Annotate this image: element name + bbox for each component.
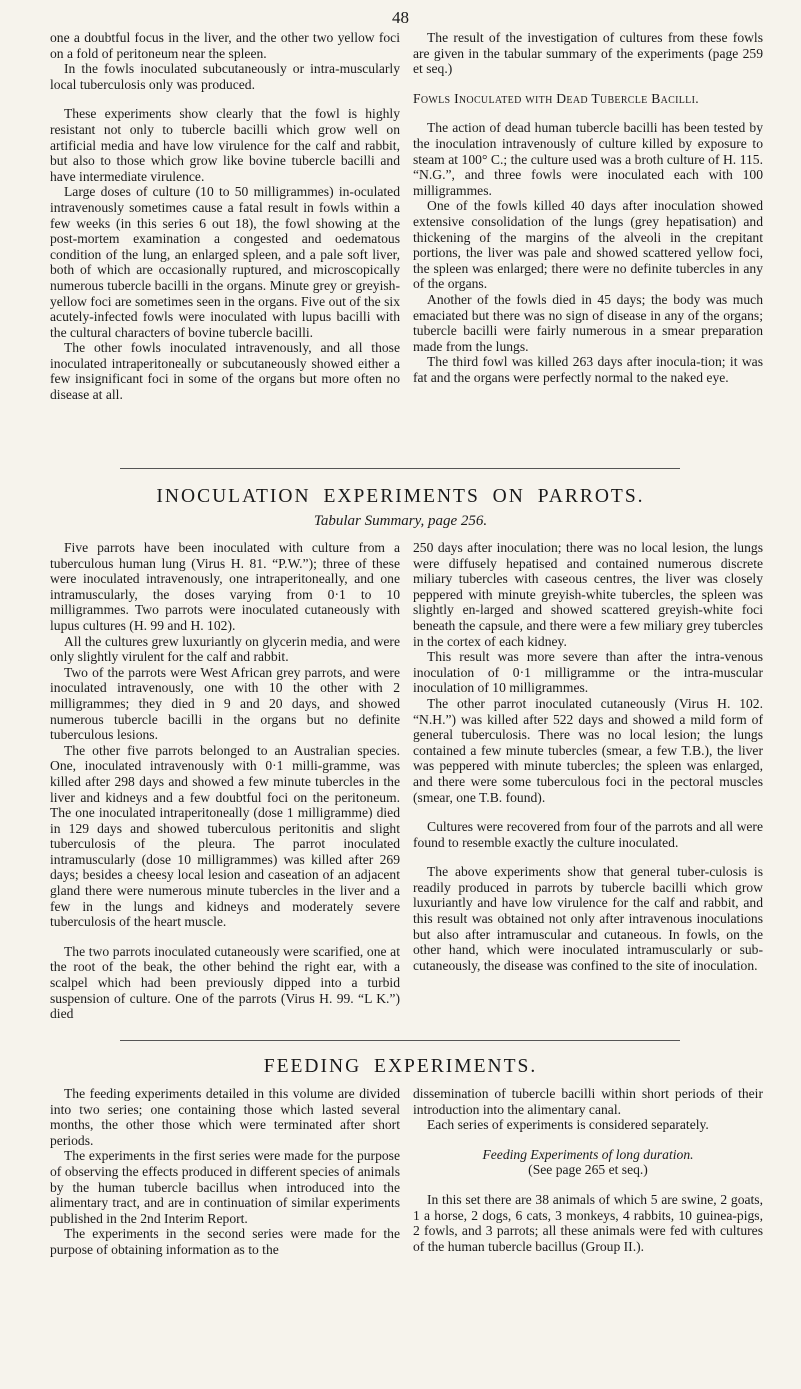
- paragraph: The other parrot inoculated cutaneously (Virus H. 102. “N.H.”) was killed after 522 days and showed a mild form of general tuberculosis. There was no local lesion; the lungs contained a few minute tubercles (smear, a few T.B.), the liver was peppered with minute tubercles; the spleen was enlarged, and there were some tuberculous foci in the pectoral muscles (smear, one T.B. found).: [413, 695, 763, 805]
- paragraph: The experiments in the first series were made for the purpose of observing the effects produced in different species of animals by the human tubercle bacillus when introduced into the alimentary tract, and are in continuation of similar experiments published in the 2nd Interim Report.: [50, 1148, 400, 1226]
- paragraph: The other five parrots belonged to an Australian species. One, inoculated intravenously with 0·1 milli-gramme, was killed after 298 days and showed a few minute tubercles in the liver and kidneys and a few doubtful foci on the peritoneum. The one inoculated intraperitoneally (dose 1 milligramme) died in 129 days and showed tuberculous peritonitis and slight tuberculosis of the pleura. The parrot inoculated intramuscularly (dose 10 milligrammes) was killed after 269 days; besides a cheesy local lesion and caseation of an adjacent gland there were numerous minute tubercles in the liver and a few in the lungs and kidneys and moderately severe tuberculosis of the heart muscle.: [50, 742, 400, 930]
- section-heading-parrots: INOCULATION EXPERIMENTS ON PARROTS.: [156, 486, 645, 507]
- paragraph: These experiments show clearly that the fowl is highly resistant not only to tubercle bacilli which grow well on artificial media and have low virulence for the calf and rabbit, but also to those which grow like bovine tubercle bacilli and have intermediate virulence.: [50, 106, 400, 184]
- paragraph: The action of dead human tubercle bacilli has been tested by the inoculation intravenously of culture killed by exposure to steam at 100° C.; the culture used was a broth culture of H. 115. “N.G.”, and three fowls were inoculated each with 100 milligrammes.: [413, 120, 763, 198]
- paragraph: In the fowls inoculated subcutaneously or intra-muscularly local tuberculosis only was produced.: [50, 61, 400, 92]
- paragraph: The result of the investigation of cultures from these fowls are given in the tabular summary of the experiments (page 259 et seq.): [413, 30, 763, 77]
- section2-left-column: [50, 540, 400, 1022]
- paragraph: Five parrots have been inoculated with culture from a tuberculous human lung (Virus H. 81. “P.W.”); three of these were inoculated intravenously, one intraperitoneally, and one intramuscularly, the doses varying from 0·1 to 10 milligrammes. Two parrots were inoculated cutaneously with lupus cultures (H. 99 and H. 102).: [50, 540, 400, 633]
- subsection-heading: Feeding Experiments of long duration.: [482, 1146, 694, 1162]
- paragraph: Large doses of culture (10 to 50 milligrammes) in-oculated intravenously sometimes cause a fatal result in fowls within a few weeks (in this series 6 out 18), the fowl showing at the post-mortem examination a congested and oedematous condition of the lung, an enlarged spleen, and a pale soft liver, both of which are occasionally ruptured, and microscopically numerous tubercle bacilli in the organs. Minute grey or greyish-yellow foci are sometimes seen in the organs. Five out of the six acutely-infected fowls were inoculated with lupus bacilli with the cultural characters of bovine tubercle bacilli.: [50, 184, 400, 340]
- paragraph: Cultures were recovered from four of the parrots and all were found to resemble exactly the culture inoculated.: [413, 819, 763, 850]
- section2-right-column: [413, 540, 763, 973]
- paragraph: Each series of experiments is considered separately.: [427, 1117, 709, 1133]
- paragraph: The two parrots inoculated cutaneously were scarified, one at the root of the beak, the other behind the right ear, with a scalpel which had been previously dipped into a turbid suspension of culture. One of the parrots (Virus H. 99. “L K.”) died: [50, 943, 400, 1022]
- page-number: 48: [392, 8, 409, 27]
- section-divider: [120, 468, 680, 469]
- paragraph: One of the fowls killed 40 days after inoculation showed extensive consolidation of the lungs (grey hepatisation) and thickening of the margins of the alveoli in the crepitant portions, the liver was pale and showed scattered yellow foci, the spleen was enlarged; there were no definite tubercles in any of the organs.: [413, 198, 763, 292]
- paragraph: The feeding experiments detailed in this volume are divided into two series; one containing those which lasted several months, the other those which were terminated after short periods.: [50, 1086, 400, 1148]
- subsection-heading: Fowls Inoculated with Dead Tubercle Bacilli.: [413, 90, 699, 106]
- paragraph: All the cultures grew luxuriantly on glycerin media, and were only slightly virulent for the calf and rabbit.: [50, 633, 400, 665]
- paragraph: In this set there are 38 animals of which 5 are swine, 2 goats, 1 a horse, 2 dogs, 6 cats, 3 monkeys, 4 rabbits, 10 guinea-pigs, 2 fowls, and 3 parrots; all these animals were fed with cultures of the human tubercle bacillus (Group II.).: [413, 1191, 763, 1254]
- section1-right-column: [413, 30, 763, 385]
- paragraph: Two of the parrots were West African grey parrots, and were inoculated intravenously, one with 10 the other with 2 milligrammes; they died in 9 and 20 days, and showed numerous tubercle bacilli in the organs but no definite tuberculous lesions.: [50, 664, 400, 743]
- paragraph: dissemination of tubercle bacilli within short periods of their introduction into the alimentary canal.: [413, 1086, 763, 1117]
- section3-left-column: [50, 1086, 400, 1258]
- paragraph: This result was more severe than after the intra-venous inoculation of 0·1 milligramme or the intra-muscular inoculation of 10 milligrammes.: [413, 649, 763, 696]
- section1-left-column: [50, 30, 400, 403]
- paragraph: The above experiments show that general tuber-culosis is readily produced in parrots by tubercle bacilli which grow luxuriantly and have low virulence for the calf and rabbit, and this result was obtained not only after intravenous inoculations but also after intramuscular and cutaneous. In fowls, on the other hand, which were inoculated intramuscularly or sub-cutaneously, the disease was confined to the site of inoculation.: [413, 864, 763, 973]
- section-heading-feeding: FEEDING EXPERIMENTS.: [263, 1056, 538, 1077]
- paragraph: Another of the fowls died in 45 days; the body was much emaciated but there was no sign of disease in any of the organs; tubercle bacilli were fairly numerous in a smear preparation made from the lungs.: [413, 291, 763, 354]
- paragraph: The third fowl was killed 263 days after inocula-tion; it was fat and the organs were perfectly normal to the naked eye.: [413, 354, 763, 385]
- paragraph: The other fowls inoculated intravenously, and all those inoculated intraperitoneally or subcutaneously showed either a few insignificant foci in some of the organs but more often no disease at all.: [50, 340, 400, 403]
- paragraph: The experiments in the second series were made for the purpose of obtaining information as to the: [50, 1226, 400, 1257]
- page-reference: (See page 265 et seq.): [528, 1162, 648, 1178]
- section-subheading: Tabular Summary, page 256.: [313, 513, 488, 529]
- paragraph: 250 days after inoculation; there was no local lesion, the lungs were diffusely hepatised and contained numerous discrete miliary tubercles with caseous centres, the liver was closely peppered with minute greyish-white tubercles, the spleen was slightly en-larged and showed scattered greyish-white foci beneath the capsule, and there were a few miliary grey tubercles in the cortex of each kidney.: [413, 540, 763, 649]
- paragraph: one a doubtful focus in the liver, and the other two yellow foci on a fold of peritoneum near the spleen.: [50, 30, 400, 61]
- section-divider: [120, 1040, 680, 1041]
- section3-right-column: [413, 1086, 763, 1254]
